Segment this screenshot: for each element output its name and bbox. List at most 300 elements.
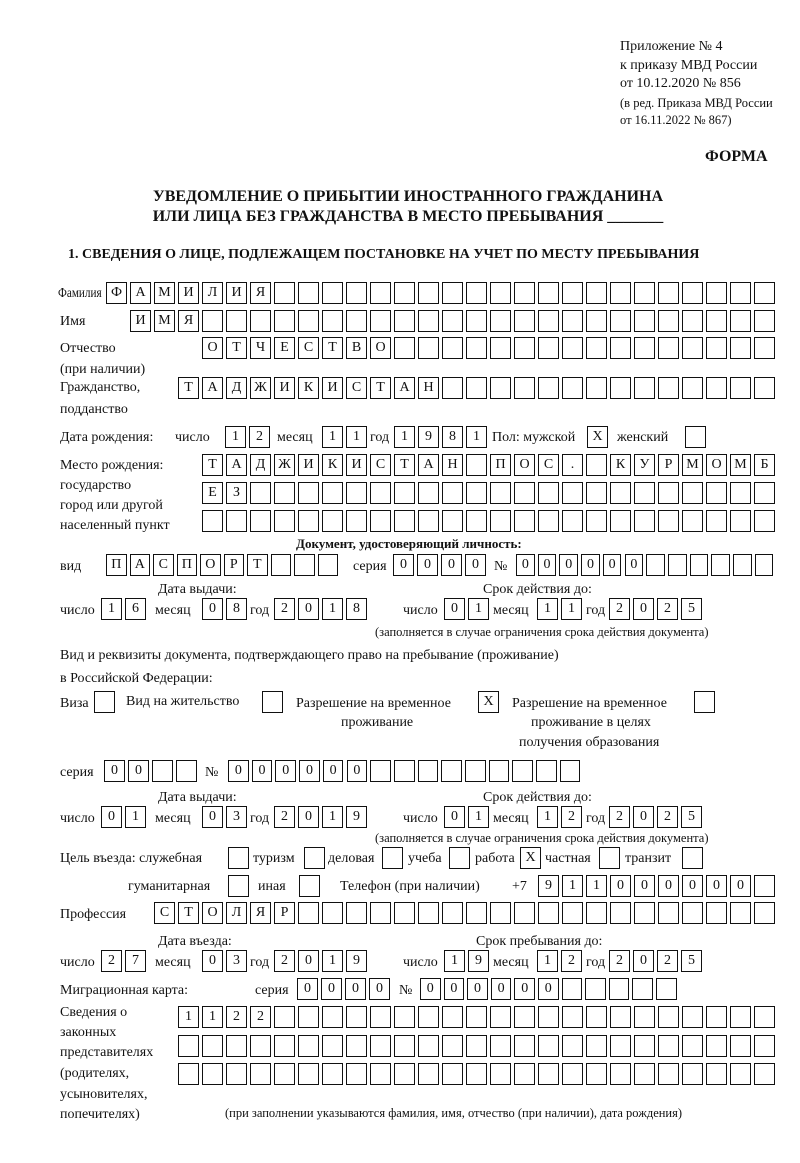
char-box[interactable] <box>711 554 730 576</box>
char-box[interactable] <box>562 282 583 304</box>
char-box[interactable] <box>706 337 727 359</box>
char-box[interactable] <box>346 1063 367 1085</box>
char-box[interactable] <box>394 510 415 532</box>
char-box[interactable] <box>250 482 271 504</box>
char-box[interactable] <box>274 1006 295 1028</box>
char-box[interactable] <box>298 282 319 304</box>
char-box[interactable]: О <box>370 337 391 359</box>
char-box[interactable] <box>299 875 320 897</box>
char-box[interactable]: 0 <box>444 598 465 620</box>
char-box[interactable] <box>228 875 249 897</box>
char-box[interactable]: Ф <box>106 282 127 304</box>
char-box[interactable] <box>394 1006 415 1028</box>
char-box[interactable] <box>754 282 775 304</box>
char-box[interactable] <box>274 282 295 304</box>
char-box[interactable]: 2 <box>226 1006 247 1028</box>
char-box[interactable] <box>178 1035 199 1057</box>
char-box[interactable] <box>646 554 665 576</box>
char-box[interactable]: 0 <box>417 554 438 576</box>
char-box[interactable] <box>585 978 606 1000</box>
char-box[interactable] <box>418 1006 439 1028</box>
char-box[interactable]: Р <box>274 902 295 924</box>
char-box[interactable]: 0 <box>465 554 486 576</box>
char-box[interactable] <box>346 510 367 532</box>
char-box[interactable] <box>250 510 271 532</box>
char-box[interactable] <box>658 1006 679 1028</box>
char-box[interactable] <box>610 902 631 924</box>
char-box[interactable] <box>733 554 752 576</box>
char-box[interactable] <box>754 902 775 924</box>
char-box[interactable]: 1 <box>101 598 122 620</box>
char-box[interactable] <box>514 902 535 924</box>
char-box[interactable]: 8 <box>442 426 463 448</box>
char-box[interactable]: 0 <box>625 554 644 576</box>
char-box[interactable] <box>274 1035 295 1057</box>
char-box[interactable] <box>466 377 487 399</box>
char-box[interactable]: 0 <box>202 806 223 828</box>
char-box[interactable]: 8 <box>226 598 247 620</box>
char-box[interactable]: 0 <box>347 760 368 782</box>
char-box[interactable] <box>610 1006 631 1028</box>
char-box[interactable] <box>490 377 511 399</box>
char-box[interactable] <box>466 1063 487 1085</box>
char-box[interactable]: 0 <box>441 554 462 576</box>
char-box[interactable]: 1 <box>225 426 246 448</box>
char-box[interactable] <box>730 377 751 399</box>
char-box[interactable] <box>706 1063 727 1085</box>
char-box[interactable] <box>682 377 703 399</box>
char-box[interactable] <box>682 1035 703 1057</box>
char-box[interactable]: 1 <box>346 426 367 448</box>
char-box[interactable] <box>394 282 415 304</box>
char-box[interactable]: 0 <box>299 760 320 782</box>
char-box[interactable] <box>560 760 581 782</box>
char-box[interactable] <box>418 282 439 304</box>
char-box[interactable] <box>370 310 391 332</box>
char-box[interactable]: 6 <box>125 598 146 620</box>
char-box[interactable] <box>489 760 510 782</box>
char-box[interactable]: Е <box>274 337 295 359</box>
char-box[interactable] <box>441 760 462 782</box>
char-box[interactable] <box>202 1035 223 1057</box>
char-box[interactable] <box>202 310 223 332</box>
char-box[interactable] <box>634 482 655 504</box>
char-box[interactable]: О <box>202 902 223 924</box>
char-box[interactable]: 2 <box>274 806 295 828</box>
char-box[interactable] <box>538 902 559 924</box>
char-box[interactable] <box>586 1063 607 1085</box>
char-box[interactable]: Т <box>202 454 223 476</box>
char-box[interactable] <box>178 1063 199 1085</box>
char-box[interactable] <box>685 426 706 448</box>
char-box[interactable] <box>610 482 631 504</box>
char-box[interactable]: X <box>587 426 608 448</box>
char-box[interactable]: 0 <box>730 875 751 897</box>
char-box[interactable] <box>466 510 487 532</box>
char-box[interactable] <box>538 1006 559 1028</box>
char-box[interactable] <box>318 554 339 576</box>
char-box[interactable]: 2 <box>609 806 630 828</box>
char-box[interactable]: 0 <box>297 978 318 1000</box>
char-box[interactable]: Ж <box>250 377 271 399</box>
char-box[interactable]: Я <box>250 902 271 924</box>
char-box[interactable]: 1 <box>537 950 558 972</box>
char-box[interactable] <box>274 310 295 332</box>
char-box[interactable]: 5 <box>681 598 702 620</box>
char-box[interactable]: В <box>346 337 367 359</box>
char-box[interactable] <box>536 760 557 782</box>
char-box[interactable] <box>250 1035 271 1057</box>
char-box[interactable] <box>562 377 583 399</box>
char-box[interactable] <box>706 510 727 532</box>
char-box[interactable] <box>682 337 703 359</box>
char-box[interactable] <box>562 902 583 924</box>
char-box[interactable] <box>202 510 223 532</box>
char-box[interactable]: 0 <box>420 978 441 1000</box>
char-box[interactable] <box>514 1006 535 1028</box>
char-box[interactable] <box>658 310 679 332</box>
char-box[interactable]: З <box>226 482 247 504</box>
char-box[interactable] <box>586 1006 607 1028</box>
char-box[interactable] <box>442 1035 463 1057</box>
char-box[interactable] <box>418 482 439 504</box>
char-box[interactable] <box>610 337 631 359</box>
char-box[interactable] <box>418 1035 439 1057</box>
char-box[interactable] <box>250 310 271 332</box>
char-box[interactable]: 0 <box>298 950 319 972</box>
char-box[interactable]: И <box>298 454 319 476</box>
char-box[interactable]: 0 <box>538 978 559 1000</box>
char-box[interactable]: 0 <box>682 875 703 897</box>
char-box[interactable]: А <box>130 282 151 304</box>
char-box[interactable]: 0 <box>610 875 631 897</box>
char-box[interactable] <box>466 1006 487 1028</box>
char-box[interactable]: О <box>706 454 727 476</box>
char-box[interactable]: X <box>520 847 541 869</box>
char-box[interactable] <box>274 482 295 504</box>
char-box[interactable]: Л <box>226 902 247 924</box>
char-box[interactable] <box>658 902 679 924</box>
char-box[interactable]: 9 <box>346 806 367 828</box>
char-box[interactable] <box>658 282 679 304</box>
char-box[interactable] <box>690 554 709 576</box>
char-box[interactable] <box>346 482 367 504</box>
char-box[interactable] <box>706 1006 727 1028</box>
char-box[interactable] <box>298 482 319 504</box>
char-box[interactable] <box>658 377 679 399</box>
char-box[interactable]: Т <box>226 337 247 359</box>
char-box[interactable] <box>562 510 583 532</box>
char-box[interactable]: 0 <box>202 598 223 620</box>
char-box[interactable]: 9 <box>346 950 367 972</box>
char-box[interactable]: Р <box>224 554 245 576</box>
char-box[interactable] <box>418 1063 439 1085</box>
char-box[interactable]: Р <box>658 454 679 476</box>
char-box[interactable] <box>298 902 319 924</box>
char-box[interactable]: 1 <box>562 875 583 897</box>
char-box[interactable]: 0 <box>444 806 465 828</box>
char-box[interactable]: М <box>154 282 175 304</box>
char-box[interactable]: К <box>322 454 343 476</box>
char-box[interactable]: 2 <box>657 950 678 972</box>
char-box[interactable]: Л <box>202 282 223 304</box>
char-box[interactable]: Я <box>250 282 271 304</box>
char-box[interactable] <box>634 337 655 359</box>
char-box[interactable] <box>152 760 173 782</box>
char-box[interactable]: П <box>177 554 198 576</box>
char-box[interactable]: С <box>153 554 174 576</box>
char-box[interactable]: 3 <box>226 950 247 972</box>
char-box[interactable] <box>490 282 511 304</box>
char-box[interactable] <box>586 482 607 504</box>
char-box[interactable]: 0 <box>101 806 122 828</box>
char-box[interactable]: 2 <box>249 426 270 448</box>
char-box[interactable] <box>418 760 439 782</box>
char-box[interactable] <box>514 1035 535 1057</box>
char-box[interactable]: 0 <box>514 978 535 1000</box>
char-box[interactable] <box>322 510 343 532</box>
char-box[interactable]: 0 <box>202 950 223 972</box>
char-box[interactable] <box>370 1035 391 1057</box>
char-box[interactable]: 1 <box>322 806 343 828</box>
char-box[interactable] <box>609 978 630 1000</box>
char-box[interactable]: И <box>322 377 343 399</box>
char-box[interactable] <box>418 337 439 359</box>
char-box[interactable] <box>538 282 559 304</box>
char-box[interactable]: 0 <box>252 760 273 782</box>
char-box[interactable] <box>562 1006 583 1028</box>
char-box[interactable]: С <box>346 377 367 399</box>
char-box[interactable] <box>730 510 751 532</box>
char-box[interactable]: 0 <box>275 760 296 782</box>
char-box[interactable]: 2 <box>609 950 630 972</box>
char-box[interactable] <box>394 482 415 504</box>
char-box[interactable] <box>610 1035 631 1057</box>
char-box[interactable] <box>322 902 343 924</box>
char-box[interactable]: 1 <box>537 598 558 620</box>
char-box[interactable]: 0 <box>467 978 488 1000</box>
char-box[interactable] <box>346 310 367 332</box>
char-box[interactable]: Н <box>442 454 463 476</box>
char-box[interactable]: 1 <box>586 875 607 897</box>
char-box[interactable]: 2 <box>561 806 582 828</box>
char-box[interactable]: 1 <box>561 598 582 620</box>
char-box[interactable] <box>490 510 511 532</box>
char-box[interactable] <box>586 310 607 332</box>
char-box[interactable]: 8 <box>346 598 367 620</box>
char-box[interactable] <box>562 482 583 504</box>
char-box[interactable]: 0 <box>104 760 125 782</box>
char-box[interactable] <box>370 902 391 924</box>
char-box[interactable] <box>538 482 559 504</box>
char-box[interactable] <box>694 691 715 713</box>
char-box[interactable] <box>682 482 703 504</box>
char-box[interactable] <box>202 1063 223 1085</box>
char-box[interactable] <box>754 1063 775 1085</box>
char-box[interactable] <box>442 377 463 399</box>
char-box[interactable]: Т <box>394 454 415 476</box>
char-box[interactable] <box>442 282 463 304</box>
char-box[interactable] <box>730 1035 751 1057</box>
char-box[interactable]: 2 <box>101 950 122 972</box>
char-box[interactable]: А <box>226 454 247 476</box>
char-box[interactable]: 0 <box>321 978 342 1000</box>
char-box[interactable]: 0 <box>658 875 679 897</box>
char-box[interactable] <box>94 691 115 713</box>
char-box[interactable]: 9 <box>418 426 439 448</box>
char-box[interactable] <box>298 510 319 532</box>
char-box[interactable] <box>682 847 703 869</box>
char-box[interactable]: 1 <box>322 950 343 972</box>
char-box[interactable]: 0 <box>491 978 512 1000</box>
char-box[interactable] <box>706 902 727 924</box>
char-box[interactable] <box>466 1035 487 1057</box>
char-box[interactable] <box>322 1035 343 1057</box>
char-box[interactable] <box>449 847 470 869</box>
char-box[interactable] <box>754 875 775 897</box>
char-box[interactable]: А <box>202 377 223 399</box>
char-box[interactable]: К <box>298 377 319 399</box>
char-box[interactable] <box>442 510 463 532</box>
char-box[interactable] <box>370 1006 391 1028</box>
char-box[interactable] <box>418 310 439 332</box>
char-box[interactable] <box>274 1063 295 1085</box>
char-box[interactable] <box>490 310 511 332</box>
char-box[interactable]: Ж <box>274 454 295 476</box>
char-box[interactable] <box>294 554 315 576</box>
char-box[interactable] <box>658 510 679 532</box>
char-box[interactable] <box>466 337 487 359</box>
char-box[interactable] <box>346 1006 367 1028</box>
char-box[interactable] <box>730 1006 751 1028</box>
char-box[interactable] <box>634 1035 655 1057</box>
char-box[interactable]: 9 <box>468 950 489 972</box>
char-box[interactable] <box>176 760 197 782</box>
char-box[interactable] <box>298 1063 319 1085</box>
char-box[interactable] <box>370 282 391 304</box>
char-box[interactable] <box>754 337 775 359</box>
char-box[interactable] <box>226 310 247 332</box>
char-box[interactable] <box>514 282 535 304</box>
char-box[interactable]: 1 <box>444 950 465 972</box>
char-box[interactable] <box>514 337 535 359</box>
char-box[interactable] <box>682 1006 703 1028</box>
char-box[interactable] <box>682 1063 703 1085</box>
char-box[interactable] <box>634 1063 655 1085</box>
char-box[interactable]: 1 <box>537 806 558 828</box>
char-box[interactable] <box>370 510 391 532</box>
char-box[interactable]: 1 <box>178 1006 199 1028</box>
char-box[interactable]: 2 <box>274 950 295 972</box>
char-box[interactable]: И <box>274 377 295 399</box>
char-box[interactable]: П <box>106 554 127 576</box>
char-box[interactable] <box>706 1035 727 1057</box>
char-box[interactable] <box>465 760 486 782</box>
char-box[interactable] <box>730 282 751 304</box>
char-box[interactable]: Т <box>247 554 268 576</box>
char-box[interactable] <box>274 510 295 532</box>
char-box[interactable] <box>599 847 620 869</box>
char-box[interactable]: У <box>634 454 655 476</box>
char-box[interactable]: С <box>298 337 319 359</box>
char-box[interactable] <box>682 510 703 532</box>
char-box[interactable] <box>466 282 487 304</box>
char-box[interactable]: 1 <box>322 598 343 620</box>
char-box[interactable] <box>228 847 249 869</box>
char-box[interactable] <box>668 554 687 576</box>
char-box[interactable]: Т <box>178 902 199 924</box>
char-box[interactable] <box>562 978 583 1000</box>
char-box[interactable] <box>490 1063 511 1085</box>
char-box[interactable] <box>610 510 631 532</box>
char-box[interactable]: 9 <box>538 875 559 897</box>
char-box[interactable] <box>298 1006 319 1028</box>
char-box[interactable]: 5 <box>681 950 702 972</box>
char-box[interactable]: Д <box>250 454 271 476</box>
char-box[interactable]: 0 <box>706 875 727 897</box>
char-box[interactable]: 0 <box>323 760 344 782</box>
char-box[interactable] <box>706 282 727 304</box>
char-box[interactable] <box>466 454 487 476</box>
char-box[interactable] <box>586 377 607 399</box>
char-box[interactable]: Т <box>370 377 391 399</box>
char-box[interactable] <box>658 337 679 359</box>
char-box[interactable] <box>634 377 655 399</box>
char-box[interactable] <box>466 482 487 504</box>
char-box[interactable]: М <box>154 310 175 332</box>
char-box[interactable] <box>394 310 415 332</box>
char-box[interactable] <box>418 902 439 924</box>
char-box[interactable] <box>442 337 463 359</box>
char-box[interactable]: X <box>478 691 499 713</box>
char-box[interactable] <box>682 282 703 304</box>
char-box[interactable]: 0 <box>393 554 414 576</box>
char-box[interactable] <box>490 1035 511 1057</box>
char-box[interactable] <box>514 482 535 504</box>
char-box[interactable] <box>370 482 391 504</box>
char-box[interactable] <box>682 902 703 924</box>
char-box[interactable] <box>538 1035 559 1057</box>
char-box[interactable]: 0 <box>298 806 319 828</box>
char-box[interactable]: 1 <box>468 806 489 828</box>
char-box[interactable] <box>682 310 703 332</box>
char-box[interactable]: 2 <box>609 598 630 620</box>
char-box[interactable] <box>418 510 439 532</box>
char-box[interactable] <box>250 1063 271 1085</box>
char-box[interactable] <box>226 510 247 532</box>
char-box[interactable] <box>730 310 751 332</box>
char-box[interactable] <box>538 377 559 399</box>
char-box[interactable] <box>298 1035 319 1057</box>
char-box[interactable] <box>730 482 751 504</box>
char-box[interactable] <box>706 482 727 504</box>
char-box[interactable]: 0 <box>345 978 366 1000</box>
char-box[interactable]: 0 <box>228 760 249 782</box>
char-box[interactable] <box>610 282 631 304</box>
char-box[interactable]: И <box>130 310 151 332</box>
char-box[interactable] <box>562 1063 583 1085</box>
char-box[interactable] <box>514 1063 535 1085</box>
char-box[interactable] <box>346 902 367 924</box>
char-box[interactable] <box>514 377 535 399</box>
char-box[interactable] <box>442 310 463 332</box>
char-box[interactable]: О <box>202 337 223 359</box>
char-box[interactable] <box>538 1063 559 1085</box>
char-box[interactable]: Ч <box>250 337 271 359</box>
char-box[interactable]: 1 <box>125 806 146 828</box>
char-box[interactable] <box>754 1035 775 1057</box>
char-box[interactable]: Н <box>418 377 439 399</box>
